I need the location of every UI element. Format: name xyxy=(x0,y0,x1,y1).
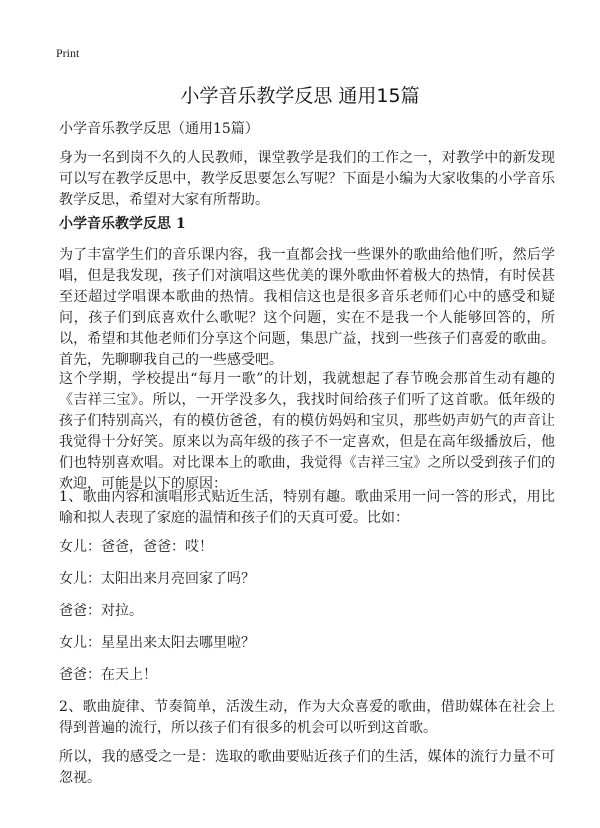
intro-paragraph: 身为一名到岗不久的人民教师，课堂教学是我们的工作之一，对教学中的新发现可以写在教学反思中，教学反思要怎么写呢？下面是小编为大家收集的小学音乐教学反思，希望对大家有所帮助。 xyxy=(59,150,555,208)
doc-subtitle: 小学音乐教学反思（通用15篇） xyxy=(59,121,259,137)
dialogue-line: 爸爸：对拉。 xyxy=(59,603,143,619)
dialogue-line: 女儿：太阳出来月亮回家了吗？ xyxy=(59,571,255,587)
paragraph-2: 这个学期，学校提出“每月一歌”的计划，我就想起了春节晚会那首生动有趣的《吉祥三宝》。所以，一开学没多久，我找时间给孩子们听了这首歌。低年级的孩子们特别高兴，有的模仿爸爸，有的模仿妈妈和宝贝，那些奶声奶气的声音让我觉得十分好笑。原来以为高年级的孩子不一定喜欢，但是在高年级播放后，他们也特别喜欢唱。对比课本上的歌曲，我觉得《吉祥三宝》之所以受到孩子们的欢迎，可能是以下的原因： xyxy=(59,371,555,492)
dialogue-line: 爸爸：在天上！ xyxy=(59,667,157,683)
dialogue-line: 女儿：星星出来太阳去哪里啦？ xyxy=(59,635,255,651)
section-heading: 小学音乐教学反思 1 xyxy=(59,216,186,232)
page-title: 小学音乐教学反思 通用15篇 xyxy=(180,85,420,107)
paragraph-5: 所以，我的感受之一是：选取的歌曲要贴近孩子们的生活，媒体的流行力量不可忽视。 xyxy=(59,749,555,786)
dialogue-line: 女儿：爸爸，爸爸：哎！ xyxy=(59,539,213,555)
paragraph-3: 1、歌曲内容和演唱形式贴近生活，特别有趣。歌曲采用一问一答的形式，用比喻和拟人表现了家庭的温情和孩子们的天真可爱。比如： xyxy=(59,489,555,526)
paragraph-1: 为了丰富学生们的音乐课内容，我一直都会找一些课外的歌曲给他们听，然后学唱，但是我发现，孩子们对演唱这些优美的课外歌曲怀着极大的热情，有时侯甚至还超过学唱课本歌曲的热情。我相信这也是很多音乐老师们心中的感受和疑问，孩子们到底喜欢什么歌呢？这个问题，实在不是我一个人能够回答的，所以，希望和其他老师们分享这个问题，集思广益，找到一些孩子们喜爱的歌曲。首先，先聊聊我自己的一些感受吧。 xyxy=(59,247,555,368)
paragraph-4: 2、歌曲旋律、节奏简单，活泼生动，作为大众喜爱的歌曲，借助媒体在社会上得到普遍的流行，所以孩子们有很多的机会可以听到这首歌。 xyxy=(59,699,555,736)
print-label[interactable]: Print xyxy=(56,46,80,60)
